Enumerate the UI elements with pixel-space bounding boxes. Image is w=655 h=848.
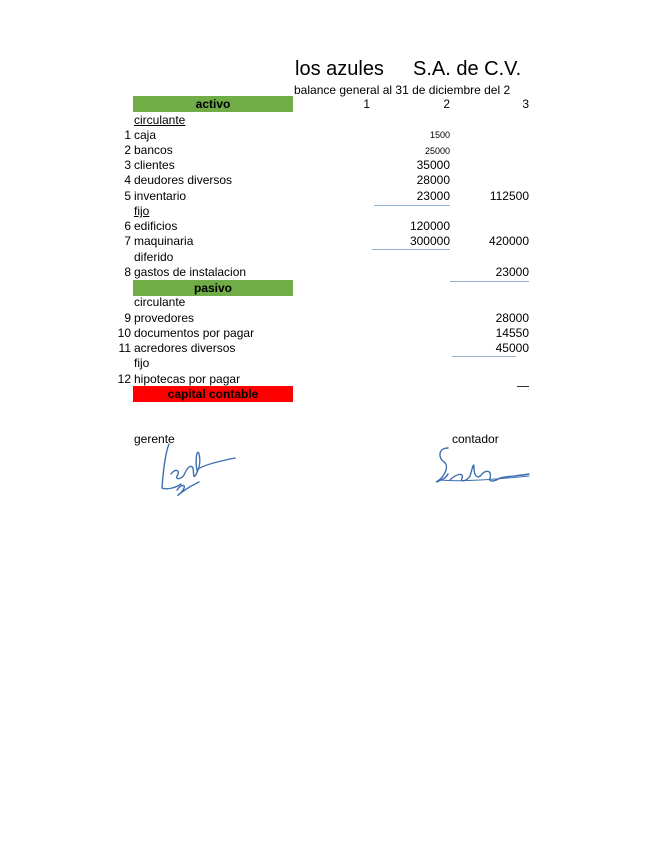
signature-label-gerente: gerente <box>134 432 175 446</box>
subhead-circulante-pasivo: circulante <box>134 295 186 309</box>
column-header-2: 2 <box>443 97 450 111</box>
row-value-col2: 35000 <box>416 158 450 172</box>
row-value-col2: 25000 <box>424 146 450 156</box>
row-number: 3 <box>124 158 131 172</box>
section-capital-contable: capital contable <box>133 386 293 402</box>
column-header-1: 1 <box>363 97 370 111</box>
row-number: 1 <box>124 128 131 142</box>
row-number: 9 <box>124 311 131 325</box>
company-name: los azules <box>295 58 384 80</box>
row-label: maquinaria <box>134 234 194 248</box>
row-number: 8 <box>124 265 131 279</box>
row-label: deudores diversos <box>134 173 233 187</box>
row-number: 11 <box>118 341 131 355</box>
subtotal-line <box>450 281 529 282</box>
row-value-col2: 28000 <box>416 173 450 187</box>
gerente-signature <box>155 440 240 502</box>
subhead-fijo-pasivo: fijo <box>134 356 150 370</box>
row-value-col3: 23000 <box>495 265 529 279</box>
contador-signature <box>430 440 530 488</box>
row-number: 7 <box>124 234 131 248</box>
row-label: gastos de instalacion <box>134 265 247 279</box>
row-number: 10 <box>117 326 131 340</box>
row-value-col3: 112500 <box>489 189 529 203</box>
subhead-diferido: diferido <box>134 250 174 264</box>
blank-value-dash <box>517 386 529 387</box>
subhead-fijo-activo: fijo <box>134 204 150 218</box>
row-value-col3: 420000 <box>488 234 529 248</box>
row-label: bancos <box>134 143 173 157</box>
row-number: 4 <box>124 173 131 187</box>
subtotal-line <box>452 356 516 357</box>
signature-label-contador: contador <box>452 432 499 446</box>
row-value-col2: 120000 <box>409 219 450 233</box>
row-value-col2: 1500 <box>429 130 450 140</box>
statement-subtitle: balance general al 31 de diciembre del 2 <box>294 83 511 97</box>
section-activo: activo <box>133 96 293 112</box>
row-label: edificios <box>134 219 178 233</box>
company-type: S.A. de C.V. <box>413 58 522 80</box>
row-label: hipotecas por pagar <box>134 372 241 386</box>
row-value-col2: 23000 <box>416 189 450 203</box>
row-label: acredores diversos <box>134 341 236 355</box>
row-label: inventario <box>134 189 187 203</box>
row-label: documentos por pagar <box>134 326 255 340</box>
section-pasivo: pasivo <box>133 280 293 296</box>
row-number: 12 <box>117 372 131 386</box>
row-value-col3: 14550 <box>495 326 529 340</box>
row-number: 6 <box>124 219 131 233</box>
subhead-circulante-activo: circulante <box>134 113 186 127</box>
row-value-col3: 28000 <box>495 311 529 325</box>
row-number: 2 <box>124 143 131 157</box>
row-label: caja <box>134 128 157 142</box>
row-label: clientes <box>134 158 175 172</box>
column-header-3: 3 <box>522 97 529 111</box>
row-value-col2: 300000 <box>409 234 450 248</box>
subtotal-line <box>374 205 450 206</box>
row-value-col3: 45000 <box>495 341 529 355</box>
row-label: provedores <box>134 311 195 325</box>
subtotal-line <box>372 249 450 250</box>
row-number: 5 <box>124 189 131 203</box>
